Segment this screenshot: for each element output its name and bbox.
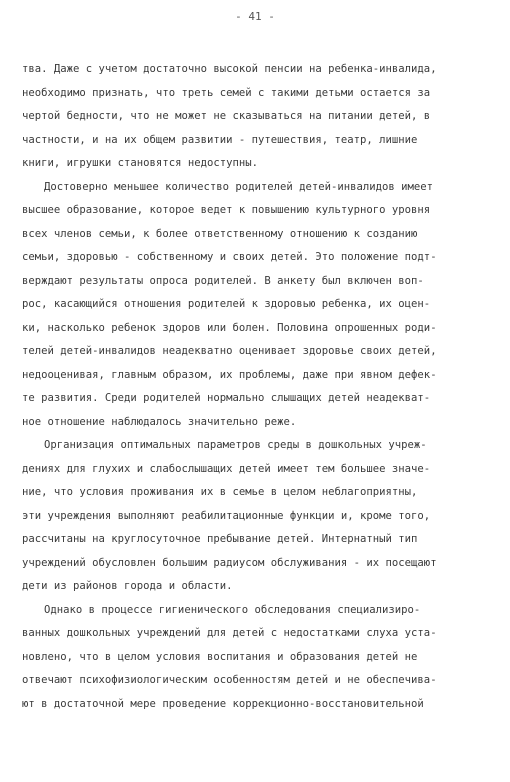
text-line: эти учреждения выполняют реабилитационные функции и, кроме того, [22,509,431,522]
text-line: Достоверно меньшее количество родителей детей-инвалидов имеет [44,180,434,193]
text-line: чертой бедности, что не может не сказываться на питании детей, в [22,110,431,122]
text-line: рассчитаны на круглосуточное пребывание детей. Интернатный тип [22,533,418,545]
text-line: телей детей-инвалидов неадекватно оценивает здоровье своих детей, [22,345,437,357]
text-line: отвечают психофизиологическим особенностям детей и не обеспечива- [22,674,437,686]
paragraph-4 [22,599,492,717]
text-line: необходимо признать, что треть семей с такими детьми остается за [22,86,431,99]
text-line: ванных дошкольных учреждений для детей с недостатками слуха уста- [22,627,437,639]
text-line: ное отношение наблюдалось значительно реже. [22,415,297,428]
text-line: верждают результаты опроса родителей. В анкету был включен воп- [22,274,424,287]
text-line: учреждений обусловлен большим радиусом обслуживания - их посещают [22,556,437,569]
text-line: семьи, здоровью - собственному и своих детей. Это положение подт- [22,251,437,263]
text-line: рос, касающийся отношения родителей к здоровью ребенка, их оцен- [22,298,431,310]
text-line: дети из районов города и области. [22,580,233,592]
page-number: - 41 - [235,10,275,23]
text-line: частности, и на их общем развитии - путешествия, театр, лишние [22,133,418,146]
text-line: книги, игрушки становятся недоступны. [22,157,258,169]
text-line: тва. Даже с учетом достаточно высокой пенсии на ребенка-инвалида, [22,63,437,75]
text-line: высшее образование, которое ведет к повышению культурного уровня [22,204,431,216]
text-line: новлено, что в целом условия воспитания и образования детей не [22,650,418,663]
text-line: ние, что условия проживания их в семье в целом неблагоприятны, [22,486,418,498]
body-text [22,58,492,716]
text-line: Однако в процессе гигиенического обследования специализиро- [44,603,421,616]
text-line: Организация оптимальных параметров среды в дошкольных учреж- [44,439,427,451]
text-line: дениях для глухих и слабослышащих детей имеет тем большее значе- [22,462,431,475]
paragraph-3 [22,434,492,599]
text-line: ки, насколько ребенок здоров или болен. Половина опрошенных роди- [22,321,437,334]
text-line: недооценивая, главным образом, их проблемы, даже при явном дефек- [22,368,437,381]
paragraph-1 [22,58,492,176]
paragraph-2 [22,176,492,435]
text-line: всех членов семьи, к более ответственному отношению к созданию [22,227,418,240]
text-line: те развития. Среди родителей нормально слышащих детей неадекват- [22,392,431,404]
text-line: ют в достаточной мере проведение коррекционно-восстановительной [22,697,424,710]
